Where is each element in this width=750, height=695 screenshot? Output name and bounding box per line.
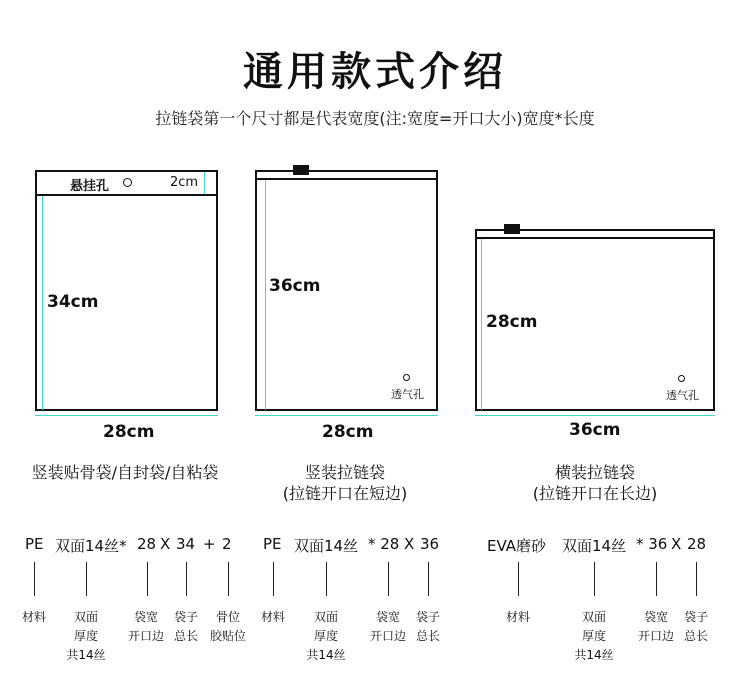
flap-guide-line	[204, 172, 205, 194]
spec-x: X	[160, 535, 171, 553]
label-length: 袋子 总长	[683, 610, 708, 643]
label-material: 材料	[260, 610, 285, 624]
spec-pointer-line	[326, 562, 327, 596]
spec-flap: 2	[222, 535, 232, 553]
label-length: 袋子 总长	[415, 610, 440, 643]
label-width: 袋宽 开口边	[637, 610, 674, 643]
height-label: 34cm	[47, 292, 99, 312]
spec-pointer-line	[594, 562, 595, 596]
bag-name-1: 竖装贴骨袋/自封袋/自粘袋	[31, 463, 219, 482]
width-label: 28cm	[103, 422, 155, 442]
width-guide-line	[255, 415, 438, 416]
spec-thickness: 双面14丝*	[55, 537, 127, 555]
width-label: 28cm	[322, 422, 374, 442]
bag-name-2: 竖装拉链袋	[304, 463, 385, 482]
spec-length: 28	[687, 535, 707, 553]
hang-hole-label: 悬挂孔	[70, 179, 110, 194]
spec-pointer-line	[186, 562, 187, 596]
height-label: 36cm	[269, 276, 321, 296]
label-thickness: 双面 厚度 共14丝	[306, 610, 346, 662]
spec-plus: +	[203, 535, 216, 553]
spec-pointer-line	[147, 562, 148, 596]
height-guide-line	[481, 239, 482, 410]
spec-pointer-line	[656, 562, 657, 596]
spec-thickness: 双面14丝	[562, 537, 627, 555]
spec-pointer-line	[696, 562, 697, 596]
zipper-line	[255, 178, 438, 180]
width-guide-line	[475, 415, 715, 416]
width-label: 36cm	[569, 420, 621, 440]
bag-name-2-note: (拉链开口在短边)	[282, 484, 408, 503]
label-flap: 骨位 胶贴位	[209, 610, 246, 643]
vent-hole-label: 透气孔	[666, 389, 699, 402]
spec-pointer-line	[228, 562, 229, 596]
spec-pointer-line	[34, 562, 35, 596]
page-subtitle: 拉链袋第一个尺寸都是代表宽度(注:宽度=开口大小)宽度*长度	[155, 109, 595, 128]
spec-material: PE	[25, 535, 44, 553]
bag-name-3: 横装拉链袋	[554, 463, 635, 482]
hang-hole-icon	[123, 178, 132, 187]
zipper-slider-icon	[504, 224, 520, 234]
spec-material: PE	[263, 535, 282, 553]
label-thickness: 双面 厚度 共14丝	[66, 610, 106, 662]
height-guide-line	[42, 196, 43, 410]
spec-pointer-line	[428, 562, 429, 596]
flap-line	[35, 194, 218, 196]
vent-hole-label: 透气孔	[391, 388, 424, 401]
label-width: 袋宽 开口边	[369, 610, 406, 643]
spec-thickness: 双面14丝	[294, 537, 359, 555]
bag-outline	[35, 170, 218, 411]
spec-width: * 36	[636, 535, 668, 553]
flap-dimension-label: 2cm	[170, 175, 199, 190]
height-label: 28cm	[486, 312, 538, 332]
bag-name-3-note: (拉链开口在长边)	[532, 484, 658, 503]
page-title: 通用款式介绍	[243, 49, 507, 95]
spec-length: 34	[176, 535, 196, 553]
spec-pointer-line	[86, 562, 87, 596]
spec-x: X	[404, 535, 415, 553]
spec-length: 36	[420, 535, 440, 553]
label-material: 材料	[21, 610, 46, 624]
width-guide-line	[35, 415, 218, 416]
vent-hole-icon	[403, 374, 410, 381]
vent-hole-icon	[678, 375, 685, 382]
spec-pointer-line	[273, 562, 274, 596]
spec-width: * 28	[368, 535, 400, 553]
zipper-slider-icon	[293, 165, 309, 175]
spec-width: 28	[137, 535, 157, 553]
label-thickness: 双面 厚度 共14丝	[574, 610, 614, 662]
spec-pointer-line	[388, 562, 389, 596]
height-guide-line	[265, 180, 266, 410]
label-material: 材料	[505, 610, 530, 624]
spec-x: X	[671, 535, 682, 553]
spec-pointer-line	[518, 562, 519, 596]
label-length: 袋子 总长	[173, 610, 198, 643]
label-width: 袋宽 开口边	[127, 610, 164, 643]
zipper-line	[475, 237, 715, 239]
spec-material: EVA磨砂	[487, 537, 547, 555]
